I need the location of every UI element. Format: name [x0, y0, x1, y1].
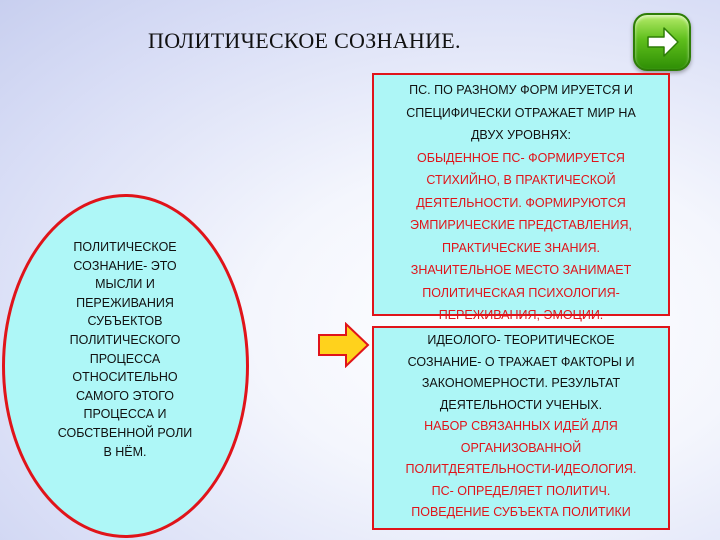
definition-line: ПОЛИТИЧЕСКОГО [69, 332, 181, 347]
definition-line: СОБСТВЕННОЙ РОЛИ [57, 425, 193, 440]
definition-line: В НЁМ. [103, 444, 147, 459]
box-line-highlight: ПС- ОПРЕДЕЛЯЕТ ПОЛИТИЧ. [431, 483, 611, 498]
definition-line: САМОГО ЭТОГО [75, 388, 175, 403]
box-line-highlight: ОРГАНИЗОВАННОЙ [460, 440, 582, 455]
block-arrow-right-icon [318, 322, 370, 368]
box-line: ЗАКОНОМЕРНОСТИ. РЕЗУЛЬТАТ [421, 376, 621, 390]
definition-line: ПРОЦЕССА И [83, 407, 167, 422]
definition-line: ОТНОСИТЕЛЬНО [72, 370, 178, 385]
box-line: ДВУХ УРОВНЯХ: [470, 128, 572, 142]
definition-line: СУБЪЕКТОВ [87, 314, 163, 329]
box-line-highlight: ОБЫДЕННОЕ ПС- ФОРМИРУЕТСЯ [417, 150, 625, 165]
box-line: ИДЕОЛОГО- ТЕОРИТИЧЕСКОЕ [427, 333, 615, 347]
ordinary-consciousness-box [372, 73, 670, 322]
definition-line: МЫСЛИ И [95, 277, 155, 292]
definition-line: СОЗНАНИЕ- ЭТО [73, 258, 177, 273]
box-line-highlight: ЗНАЧИТЕЛЬНОЕ МЕСТО ЗАНИМАЕТ [410, 263, 632, 277]
ideological-consciousness-box [372, 326, 670, 530]
definition-line: ПЕРЕЖИВАНИЯ [76, 295, 174, 310]
box-line-highlight: ПЕРЕЖИВАНИЯ, ЭМОЦИИ. [438, 308, 604, 322]
box-line-highlight: СТИХИЙНО, В ПРАКТИЧЕСКОЙ [426, 173, 616, 187]
box-line: СОЗНАНИЕ- О ТРАЖАЕТ ФАКТОРЫ И [407, 354, 635, 369]
box-line-highlight: ЭМПИРИЧЕСКИЕ ПРЕДСТАВЛЕНИЯ, [409, 218, 632, 232]
definition-line: ПОЛИТИЧЕСКОЕ [73, 240, 177, 254]
box-line-highlight: ПОЛИТИЧЕСКАЯ ПСИХОЛОГИЯ- [422, 285, 620, 300]
box-line: ДЕЯТЕЛЬНОСТИ УЧЕНЫХ. [439, 397, 603, 412]
box-line: СПЕЦИФИЧЕСКИ ОТРАЖАЕТ МИР НА [406, 105, 636, 120]
box-line-highlight: НАБОР СВЯЗАННЫХ ИДЕЙ ДЛЯ [424, 419, 618, 433]
definition-line: ПРОЦЕССА [89, 351, 161, 366]
box-line-highlight: ДЕЯТЕЛЬНОСТИ. ФОРМИРУЮТСЯ [416, 195, 626, 210]
right-arrow-icon [635, 15, 689, 69]
box-line-highlight: ПОЛИТДЕЯТЕЛЬНОСТИ-ИДЕОЛОГИЯ. [405, 462, 637, 476]
definition-text [30, 238, 220, 461]
box-line-highlight: ПРАКТИЧЕСКИЕ ЗНАНИЯ. [442, 240, 600, 255]
box-line: ПС. ПО РАЗНОМУ ФОРМ ИРУЕТСЯ И [409, 83, 633, 97]
next-slide-button[interactable] [633, 13, 691, 71]
slide-title: ПОЛИТИЧЕСКОЕ СОЗНАНИЕ. [148, 28, 461, 53]
box-line-highlight: ПОВЕДЕНИЕ СУБЪЕКТА ПОЛИТИКИ [411, 505, 631, 519]
